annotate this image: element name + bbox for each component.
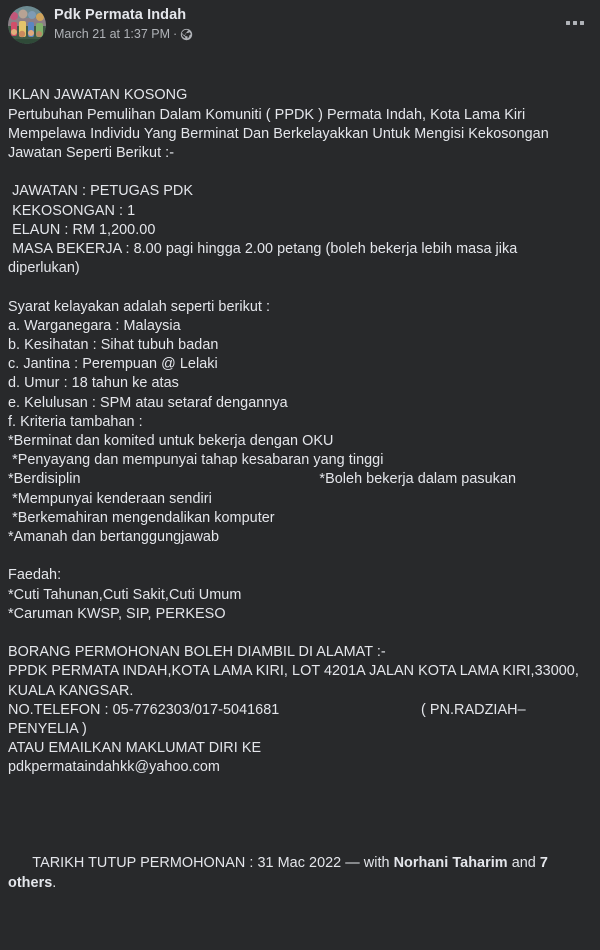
post-text-line: ATAU EMAILKAN MAKLUMAT DIRI KE <box>8 740 262 757</box>
post-text-line: KEKOSONGAN : 1 <box>8 202 136 219</box>
post-text-line <box>8 624 592 643</box>
post-text-line: *Mempunyai kenderaan sendiri <box>8 490 212 507</box>
post-text-line: b. Kesihatan : Sihat tubuh badan <box>8 337 219 354</box>
post-body-tail <box>8 835 592 912</box>
post-text-line: *Caruman KWSP, SIP, PERKESO <box>8 605 226 622</box>
ellipsis-icon-dot <box>566 21 570 25</box>
others-link[interactable]: 7 others <box>8 855 553 891</box>
tagged-person-link[interactable]: Norhani Taharim <box>393 855 508 872</box>
post-text-line: *Cuti Tahunan,Cuti Sakit,Cuti Umum <box>8 586 242 603</box>
globe-icon[interactable] <box>180 28 193 41</box>
post-text-line: Pertubuhan Pemulihan Dalam Komuniti ( PPDK ) Permata Indah, Kota Lama Kiri Mempelawa Individu Yang Berminat Dan Berkelayakkan Untuk Mengisi Kekosongan Jawatan Seperti Berikut :- <box>8 106 553 162</box>
tail-suffix: . <box>52 874 57 891</box>
ellipsis-icon-dot <box>573 21 577 25</box>
post-text-line: JAWATAN : PETUGAS PDK <box>8 183 194 200</box>
post-text-line: Faedah: <box>8 567 62 584</box>
post-text-line: IKLAN JAWATAN KOSONG <box>8 87 188 104</box>
post-text-line <box>8 547 592 566</box>
post-body-lines <box>8 86 592 796</box>
page-name[interactable]: Pdk Permata Indah <box>54 7 187 23</box>
tail-conjunction: and <box>507 855 540 872</box>
post-body <box>0 44 600 950</box>
post-text-line: a. Warganegara : Malaysia <box>8 317 181 334</box>
post-text-line: c. Jantina : Perempuan @ Lelaki <box>8 356 218 373</box>
closing-date-text: TARIKH TUTUP PERMOHONAN : 31 Mac 2022 — with <box>32 855 394 872</box>
post-text-line: BORANG PERMOHONAN BOLEH DIAMBIL DI ALAMAT :- <box>8 644 386 661</box>
post-text-line: e. Kelulusan : SPM atau setaraf dengannya <box>8 394 288 411</box>
post-text-line <box>8 163 592 182</box>
post-text-line <box>8 778 592 797</box>
avatar[interactable] <box>8 6 46 44</box>
post-options-button[interactable] <box>562 14 588 32</box>
ellipsis-icon-dot <box>580 21 584 25</box>
post-meta <box>54 26 193 42</box>
page-profile-photo <box>8 6 46 44</box>
post-text-line: MASA BEKERJA : 8.00 pagi hingga 2.00 petang (boleh bekerja lebih masa jika diperlukan) <box>8 241 522 277</box>
post-text-line: PPDK PERMATA INDAH,KOTA LAMA KIRI, LOT 4201A JALAN KOTA LAMA KIRI,33000, KUALA KANGSAR. <box>8 663 583 699</box>
post-header-text <box>54 5 193 42</box>
post-text-line: *Berkemahiran mengendalikan komputer <box>8 509 275 526</box>
post-text-line: pdkpermataindahkk@yahoo.com <box>8 759 220 776</box>
post-text-line <box>8 278 592 297</box>
post-text-line: NO.TELEFON : 05-7762303/017-5041681 ( PN.RADZIAH–PENYELIA ) <box>8 701 526 738</box>
post-text-line: *Amanah dan bertanggungjawab <box>8 529 220 546</box>
post-text-line: d. Umur : 18 tahun ke atas <box>8 375 179 392</box>
post-text-line: ELAUN : RM 1,200.00 <box>8 221 156 238</box>
meta-separator: · <box>173 27 178 41</box>
post-header <box>0 0 600 44</box>
post-timestamp[interactable]: March 21 at 1:37 PM <box>54 27 171 41</box>
post-text-line: f. Kriteria tambahan : <box>8 413 143 430</box>
post-text-line: Syarat kelayakan adalah seperti berikut : <box>8 298 271 315</box>
post-text-line: *Berdisiplin *Boleh bekerja dalam pasukan <box>8 471 517 488</box>
post-text-line: *Penyayang dan mempunyai tahap kesabaran yang tinggi <box>8 452 384 469</box>
post-text-line: *Berminat dan komited untuk bekerja dengan OKU <box>8 433 334 450</box>
